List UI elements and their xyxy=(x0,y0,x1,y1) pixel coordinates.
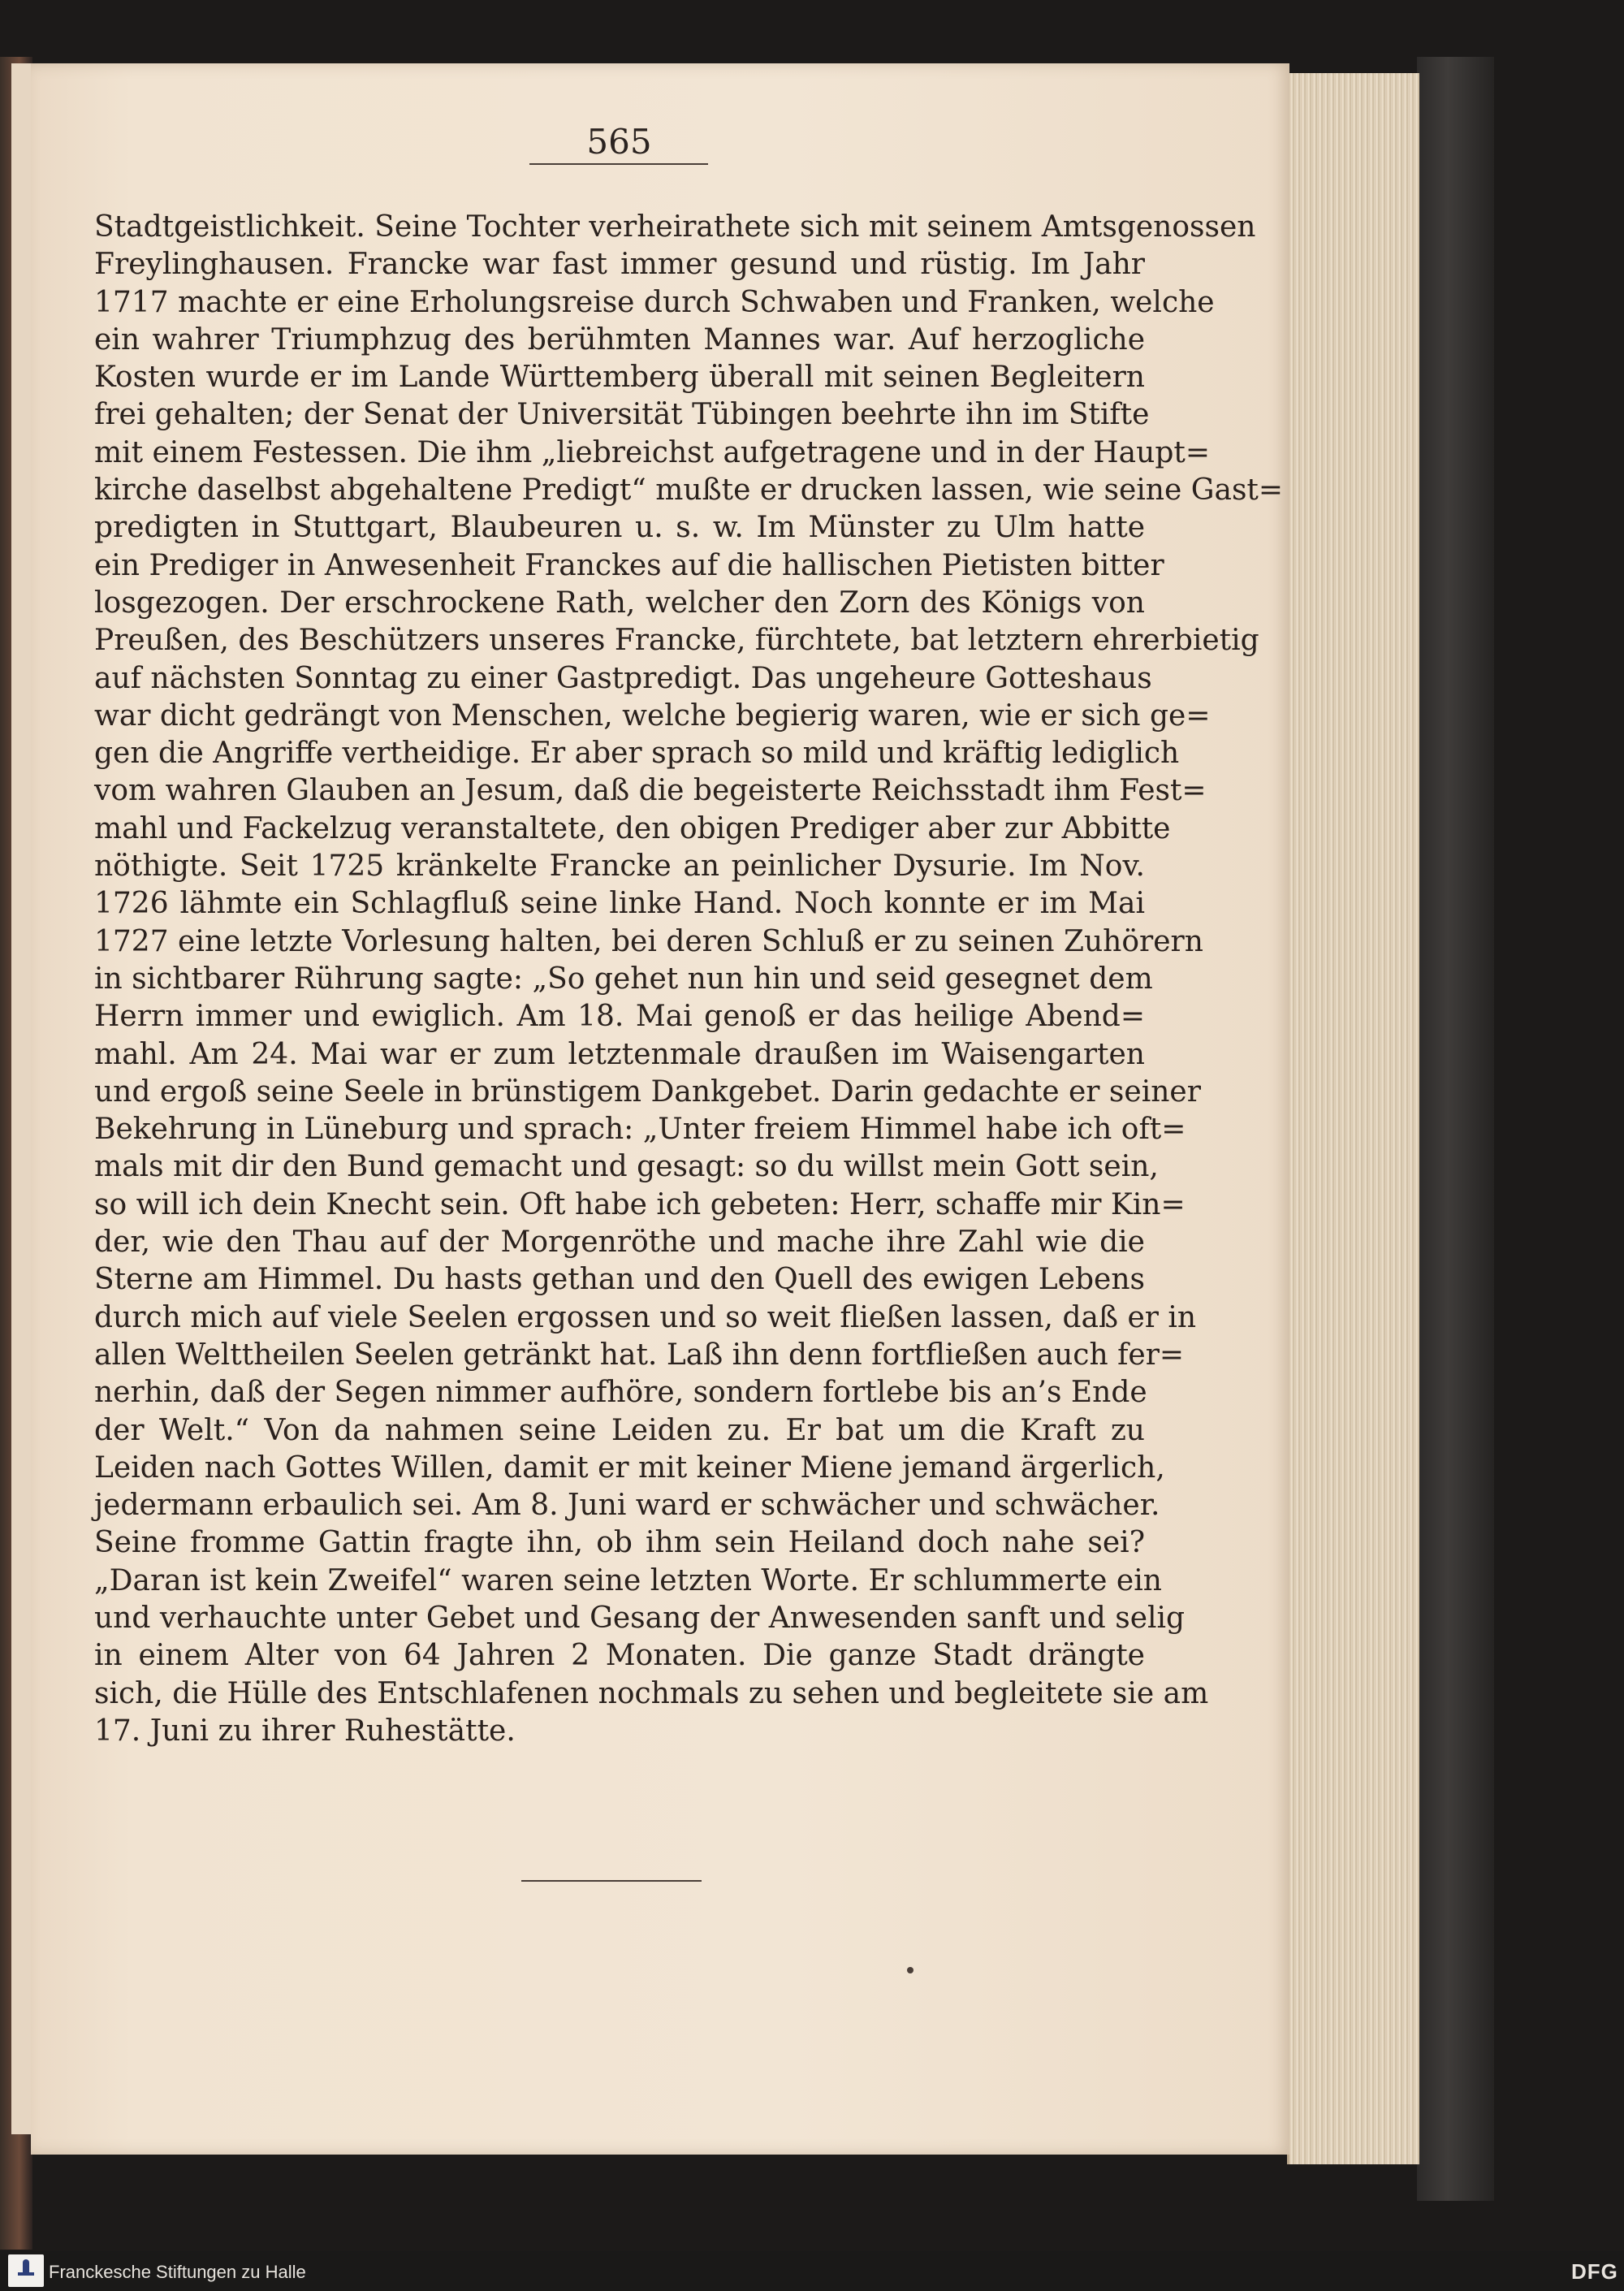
text-line: Preußen, des Beschützers unseres Francke, fürchtete, bat letztern ehrerbietig xyxy=(94,624,1259,658)
book-cover-right xyxy=(1417,57,1494,2201)
institution-logo xyxy=(8,2254,44,2287)
text-line: Bekehrung in Lüneburg und sprach: „Unter freiem Himmel habe ich oft= xyxy=(94,1113,1186,1147)
text-line: 17. Juni zu ihrer Ruhestätte. xyxy=(94,1714,516,1748)
footer-credit: Franckesche Stiftungen zu Halle xyxy=(49,2262,306,2282)
text-line: der Welt.“ Von da nahmen seine Leiden zu. Er bat um die Kraft zu xyxy=(94,1413,1145,1447)
page-edges xyxy=(1287,73,1419,2164)
text-line: der, wie den Thau auf der Morgenröthe und mache ihre Zahl wie die xyxy=(94,1225,1145,1260)
text-line: kirche daselbst abgehaltene Predigt“ mußte er drucken lassen, wie seine Gast= xyxy=(94,473,1284,508)
text-line: jedermann erbaulich sei. Am 8. Juni ward er schwächer und schwächer. xyxy=(94,1489,1160,1523)
text-line: und verhauchte unter Gebet und Gesang der Anwesenden sanft und selig xyxy=(94,1601,1186,1635)
body-text xyxy=(94,209,1284,1750)
text-line: nerhin, daß der Segen nimmer aufhöre, sondern fortlebe bis an’s Ende xyxy=(94,1376,1147,1410)
text-line: in sichtbarer Rührung sagte: „So gehet nun hin und seid gesegnet dem xyxy=(94,962,1153,996)
text-line: Herrn immer und ewiglich. Am 18. Mai genoß er das heilige Abend= xyxy=(94,1000,1145,1034)
text-line: losgezogen. Der erschrockene Rath, welcher den Zorn des Königs von xyxy=(94,586,1145,620)
text-line: auf nächsten Sonntag zu einer Gastpredigt. Das ungeheure Gotteshaus xyxy=(94,661,1152,695)
page-number-rule xyxy=(529,163,708,165)
text-line: mahl und Fackelzug veranstaltete, den obigen Prediger aber zur Abbitte xyxy=(94,811,1171,845)
text-line: war dicht gedrängt von Menschen, welche begierig waren, wie er sich ge= xyxy=(94,698,1211,733)
funder-logo: DFG xyxy=(1571,2259,1618,2284)
text-line: Stadtgeistlichkeit. Seine Tochter verheirathete sich mit seinem Amtsgenossen xyxy=(94,210,1256,244)
text-line: Seine fromme Gattin fragte ihn, ob ihm sein Heiland doch nahe sei? xyxy=(94,1526,1145,1560)
text-line: nöthigte. Seit 1725 kränkelte Francke an peinlicher Dysurie. Im Nov. xyxy=(94,849,1145,884)
text-line: 1726 lähmte ein Schlagfluß seine linke Hand. Noch konnte er im Mai xyxy=(94,887,1145,921)
text-line: durch mich auf viele Seelen ergossen und so weit fließen lassen, daß er in xyxy=(94,1300,1197,1334)
text-line: und ergoß seine Seele in brünstigem Dankgebet. Darin gedachte er seiner xyxy=(94,1074,1201,1109)
text-line: sich, die Hülle des Entschlafenen nochmals zu sehen und begleitete sie am xyxy=(94,1676,1209,1710)
text-line: Kosten wurde er im Lande Württemberg überall mit seinen Begleitern xyxy=(94,361,1145,395)
ink-speck xyxy=(907,1967,914,1973)
section-end-rule xyxy=(521,1880,702,1882)
text-line: Freylinghausen. Francke war fast immer gesund und rüstig. Im Jahr xyxy=(94,248,1145,282)
text-line: vom wahren Glauben an Jesum, daß die begeisterte Reichsstadt ihm Fest= xyxy=(94,774,1207,808)
page-number: 565 xyxy=(586,122,652,162)
text-line: frei gehalten; der Senat der Universität Tübingen beehrte ihn im Stifte xyxy=(94,398,1150,432)
logo-tower-icon xyxy=(23,2259,29,2272)
logo-base-icon xyxy=(18,2272,34,2276)
text-line: mals mit dir den Bund gemacht und gesagt: so du willst mein Gott sein, xyxy=(94,1150,1159,1184)
text-line: in einem Alter von 64 Jahren 2 Monaten. Die ganze Stadt drängte xyxy=(94,1639,1145,1673)
text-line: ein wahrer Triumphzug des berühmten Mannes war. Auf herzogliche xyxy=(94,322,1145,357)
text-line: so will ich dein Knecht sein. Oft habe ich gebeten: Herr, schaffe mir Kin= xyxy=(94,1187,1186,1221)
text-line: mit einem Festessen. Die ihm „liebreichst aufgetragene und in der Haupt= xyxy=(94,435,1210,469)
text-line: predigten in Stuttgart, Blaubeuren u. s. w. Im Münster zu Ulm hatte xyxy=(94,511,1145,545)
text-line: 1717 machte er eine Erholungsreise durch Schwaben und Franken, welche xyxy=(94,285,1215,319)
text-line: ein Prediger in Anwesenheit Franckes auf die hallischen Pietisten bitter xyxy=(94,548,1164,582)
text-line: gen die Angriffe vertheidige. Er aber sprach so mild und kräftig lediglich xyxy=(94,737,1180,771)
text-line: Sterne am Himmel. Du hasts gethan und den Quell des ewigen Lebens xyxy=(94,1263,1145,1297)
text-line: „Daran ist kein Zweifel“ waren seine letzten Worte. Er schlummerte ein xyxy=(94,1563,1162,1597)
text-line: 1727 eine letzte Vorlesung halten, bei deren Schluß er zu seinen Zuhörern xyxy=(94,924,1203,958)
text-line: mahl. Am 24. Mai war er zum letztenmale draußen im Waisengarten xyxy=(94,1037,1145,1071)
text-line: Leiden nach Gottes Willen, damit er mit keiner Miene jemand ärgerlich, xyxy=(94,1450,1165,1485)
text-line: allen Welttheilen Seelen getränkt hat. Laß ihn denn fortfließen auch fer= xyxy=(94,1338,1185,1372)
